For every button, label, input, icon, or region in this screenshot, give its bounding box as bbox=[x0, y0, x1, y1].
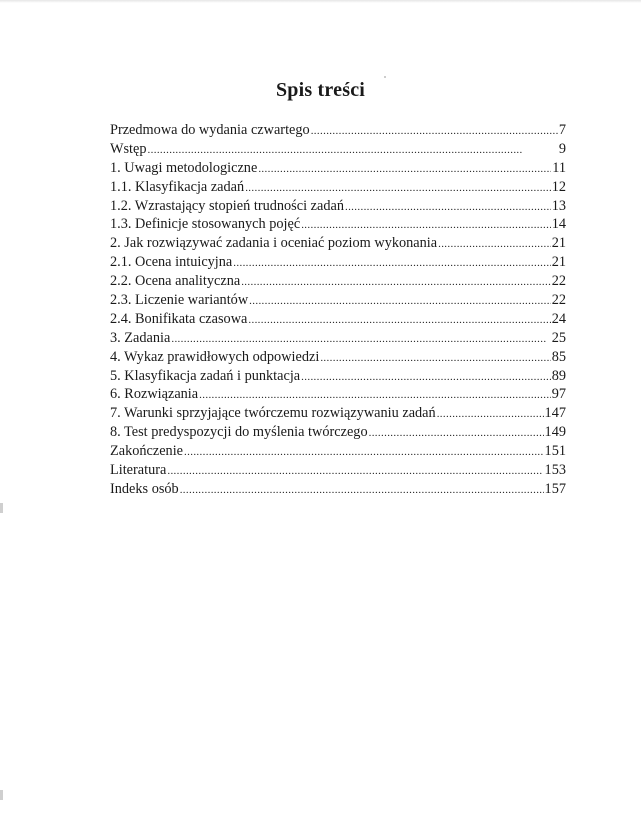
toc-entry bbox=[110, 121, 566, 140]
toc-entry-label: 2.2. Ocena analityczna bbox=[110, 273, 241, 290]
toc-entry bbox=[110, 178, 566, 197]
dot-leader bbox=[171, 330, 550, 348]
toc-entry-label: 2.1. Ocena intuicyjna bbox=[110, 254, 233, 271]
toc-entry-page-number: 22 bbox=[551, 273, 566, 290]
toc-entry-label: Wstęp bbox=[110, 140, 147, 157]
toc-entry-page-number: 151 bbox=[544, 443, 566, 460]
dot-leader bbox=[437, 405, 544, 423]
toc-entry-label: 2. Jak rozwiązywać zadania i oceniać poziom wykonania bbox=[110, 235, 438, 252]
dot-leader bbox=[311, 122, 558, 140]
dot-leader bbox=[345, 198, 551, 216]
dot-leader bbox=[301, 368, 551, 386]
dot-leader bbox=[438, 235, 551, 253]
toc-entry-page-number: 7 bbox=[558, 122, 566, 138]
toc-entry bbox=[110, 234, 566, 253]
toc-entry-label: 1. Uwagi metodologiczne bbox=[110, 159, 258, 176]
toc-entry-page-number: 89 bbox=[551, 367, 566, 384]
table-of-contents bbox=[110, 121, 566, 499]
dot-leader bbox=[233, 254, 550, 272]
toc-entry-page-number: 11 bbox=[552, 159, 566, 176]
dot-leader bbox=[199, 386, 551, 404]
dot-leader bbox=[369, 424, 544, 442]
dot-leader bbox=[258, 160, 551, 178]
toc-entry bbox=[110, 291, 566, 310]
dot-leader bbox=[148, 141, 558, 159]
toc-entry bbox=[110, 442, 566, 461]
toc-entry bbox=[110, 215, 566, 234]
toc-entry-page-number: 21 bbox=[551, 235, 566, 252]
toc-entry-page-number: 14 bbox=[551, 216, 566, 233]
dot-leader bbox=[180, 481, 544, 499]
toc-entry-label: Indeks osób bbox=[110, 480, 179, 497]
toc-entry-label: 4. Wykaz prawidłowych odpowiedzi bbox=[110, 348, 320, 365]
toc-entry-label: 1.2. Wzrastający stopień trudności zadań bbox=[110, 197, 344, 214]
toc-entry bbox=[110, 329, 566, 348]
toc-entry-page-number: 85 bbox=[551, 348, 566, 365]
toc-entry-page-number: 149 bbox=[544, 424, 566, 441]
toc-entry-page-number: 13 bbox=[551, 197, 566, 214]
toc-entry bbox=[110, 367, 566, 386]
scan-speck bbox=[384, 76, 386, 78]
dot-leader bbox=[301, 216, 551, 234]
toc-entry bbox=[110, 423, 566, 442]
toc-entry-label: 2.3. Liczenie wariantów bbox=[110, 292, 249, 309]
toc-entry-label: 1.3. Definicje stosowanych pojęć bbox=[110, 216, 301, 233]
toc-entry-label: Literatura bbox=[110, 462, 167, 479]
toc-entry-page-number: 153 bbox=[544, 462, 566, 479]
toc-entry-page-number: 25 bbox=[551, 329, 566, 346]
toc-entry-label: 6. Rozwiązania bbox=[110, 386, 199, 403]
toc-entry bbox=[110, 197, 566, 216]
dot-leader bbox=[184, 443, 544, 461]
dot-leader bbox=[241, 273, 551, 291]
toc-entry bbox=[110, 159, 566, 178]
toc-entry bbox=[110, 348, 566, 367]
scan-edge-mark bbox=[0, 503, 3, 513]
toc-entry-label: 2.4. Bonifikata czasowa bbox=[110, 310, 248, 327]
toc-entry bbox=[110, 253, 566, 272]
dot-leader bbox=[320, 349, 550, 367]
toc-entry bbox=[110, 385, 566, 404]
dot-leader bbox=[245, 179, 551, 197]
dot-leader bbox=[249, 292, 551, 310]
dot-leader bbox=[248, 311, 550, 329]
toc-entry bbox=[110, 310, 566, 329]
toc-entry-label: 7. Warunki sprzyjające twórczemu rozwiązywaniu zadań bbox=[110, 405, 436, 422]
toc-entry bbox=[110, 140, 566, 159]
toc-entry-page-number: 9 bbox=[558, 140, 566, 157]
toc-entry-page-number: 24 bbox=[551, 310, 566, 327]
toc-entry bbox=[110, 461, 566, 480]
toc-entry-label: 1.1. Klasyfikacja zadań bbox=[110, 178, 245, 195]
toc-entry-page-number: 97 bbox=[551, 386, 566, 403]
toc-entry-label: 5. Klasyfikacja zadań i punktacja bbox=[110, 367, 301, 384]
toc-entry-page-number: 157 bbox=[544, 480, 566, 497]
toc-entry-label: 8. Test predyspozycji do myślenia twórczego bbox=[110, 424, 368, 441]
scan-edge-mark bbox=[0, 790, 3, 800]
toc-entry bbox=[110, 272, 566, 291]
toc-entry-label: Przedmowa do wydania czwartego bbox=[110, 122, 310, 138]
toc-entry-page-number: 21 bbox=[551, 254, 566, 271]
page-top-edge bbox=[0, 0, 641, 3]
toc-entry-page-number: 147 bbox=[544, 405, 566, 422]
page-title: Spis treści bbox=[275, 79, 366, 101]
toc-entry-page-number: 22 bbox=[551, 292, 566, 309]
toc-entry-page-number: 12 bbox=[551, 178, 566, 195]
dot-leader bbox=[167, 462, 543, 480]
toc-entry bbox=[110, 480, 566, 499]
toc-entry-label: 3. Zadania bbox=[110, 329, 171, 346]
toc-entry-label: Zakończenie bbox=[110, 443, 184, 460]
toc-entry bbox=[110, 404, 566, 423]
